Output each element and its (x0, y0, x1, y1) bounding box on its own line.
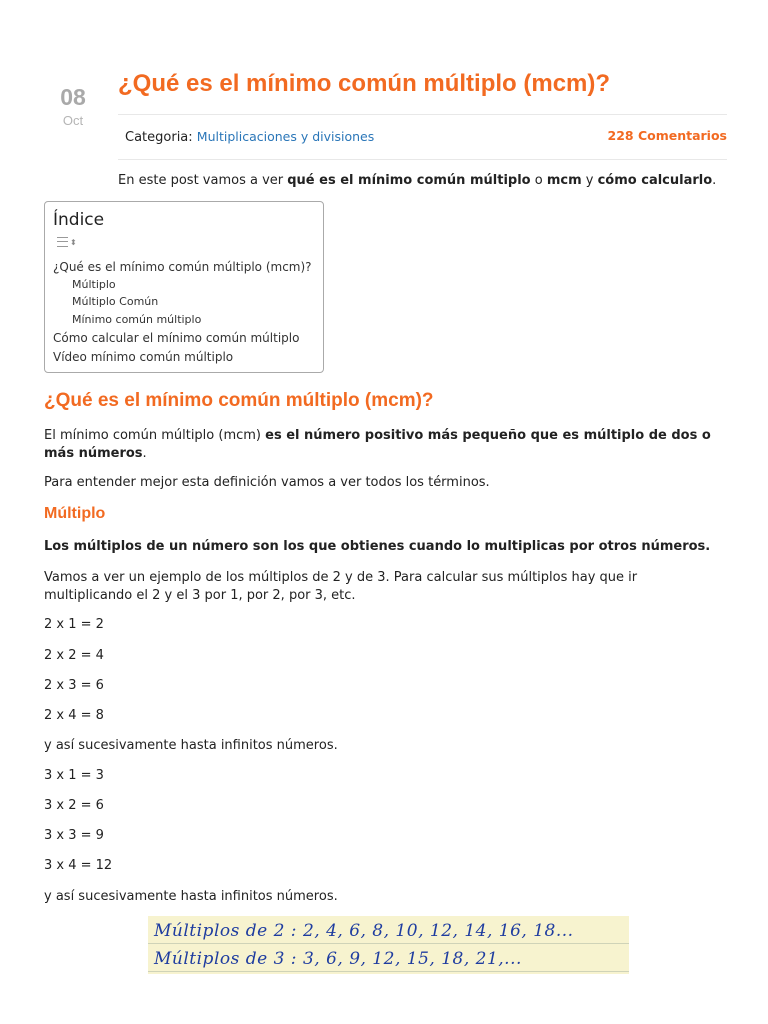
toc-item[interactable]: Múltiplo Común (72, 295, 159, 308)
example-line: 2 x 4 = 8 (44, 708, 104, 723)
bold-paragraph (44, 538, 744, 556)
intro-text: En este post vamos a ver (118, 173, 288, 188)
handwritten-multiples-image (148, 916, 629, 974)
handwritten-line: Múltiplos de 2 : 2, 4, 6, 8, 10, 12, 14, 16, 18... (154, 921, 574, 941)
section-heading: ¿Qué es el mínimo común múltiplo (mcm)? (44, 390, 434, 411)
table-of-contents (44, 201, 324, 373)
intro-text: o (530, 173, 547, 188)
definition-paragraph (44, 427, 744, 463)
intro-text: y (581, 173, 598, 188)
toc-title: Índice (53, 210, 105, 230)
sort-arrows-icon: ⬍ (70, 237, 77, 247)
definition-bold: es el número positivo más pequeño que es múltiplo de dos o más números (44, 428, 711, 461)
toc-item[interactable]: Múltiplo (72, 278, 116, 291)
example-line: 2 x 2 = 4 (44, 648, 104, 663)
category-link[interactable]: Multiplicaciones y divisiones (196, 129, 375, 144)
category-label: Categoria: (125, 130, 193, 145)
intro-bold: qué es el mínimo común múltiplo (287, 173, 531, 188)
handwritten-line: Múltiplos de 3 : 3, 6, 9, 12, 15, 18, 21,... (154, 949, 522, 969)
definition-text: El mínimo común múltiplo (mcm) (44, 428, 266, 443)
example-line: 2 x 1 = 2 (44, 617, 104, 632)
post-category (125, 129, 374, 145)
example-line: 3 x 4 = 12 (44, 858, 113, 873)
example-line: 3 x 2 = 6 (44, 798, 104, 813)
toc-item[interactable]: Vídeo mínimo común múltiplo (53, 350, 234, 364)
post-title: ¿Qué es el mínimo común múltiplo (mcm)? (118, 70, 611, 97)
example-line: 3 x 1 = 3 (44, 768, 104, 783)
intro-bold: cómo calcularlo (597, 173, 713, 188)
comments-link[interactable]: 228 Comentarios (607, 128, 727, 143)
list-icon (57, 237, 68, 247)
post-date-month: Oct (62, 113, 84, 128)
toc-item[interactable]: Cómo calcular el mínimo común múltiplo (53, 331, 300, 345)
notebook-rule (148, 971, 629, 972)
intro-bold: mcm (546, 173, 582, 188)
post-date-day: 08 (60, 84, 86, 110)
toc-item[interactable]: Mínimo común múltiplo (72, 313, 202, 326)
toc-toggle[interactable] (57, 237, 77, 247)
definition-text: . (142, 446, 147, 461)
intro-text: . (712, 173, 717, 188)
paragraph: Para entender mejor esta definición vamos a ver todos los términos. (44, 475, 490, 490)
intro-paragraph (118, 172, 716, 190)
example-line: 3 x 3 = 9 (44, 828, 104, 843)
example-line: y así sucesivamente hasta infinitos números. (44, 889, 338, 904)
subsection-heading: Múltiplo (44, 505, 106, 522)
paragraph: Vamos a ver un ejemplo de los múltiplos de 2 y de 3. Para calcular sus múltiplos hay que ir multiplicando el 2 y el 3 por 1, por 2, por 3, etc. (44, 570, 638, 603)
example-line: y así sucesivamente hasta infinitos números. (44, 738, 338, 753)
notebook-rule (148, 943, 629, 944)
post-meta-bar (118, 114, 727, 160)
bold-text: Los múltiplos de un número son los que obtienes cuando lo multiplicas por otros números. (44, 539, 711, 554)
toc-item[interactable]: ¿Qué es el mínimo común múltiplo (mcm)? (53, 260, 312, 274)
example-line: 2 x 3 = 6 (44, 678, 104, 693)
